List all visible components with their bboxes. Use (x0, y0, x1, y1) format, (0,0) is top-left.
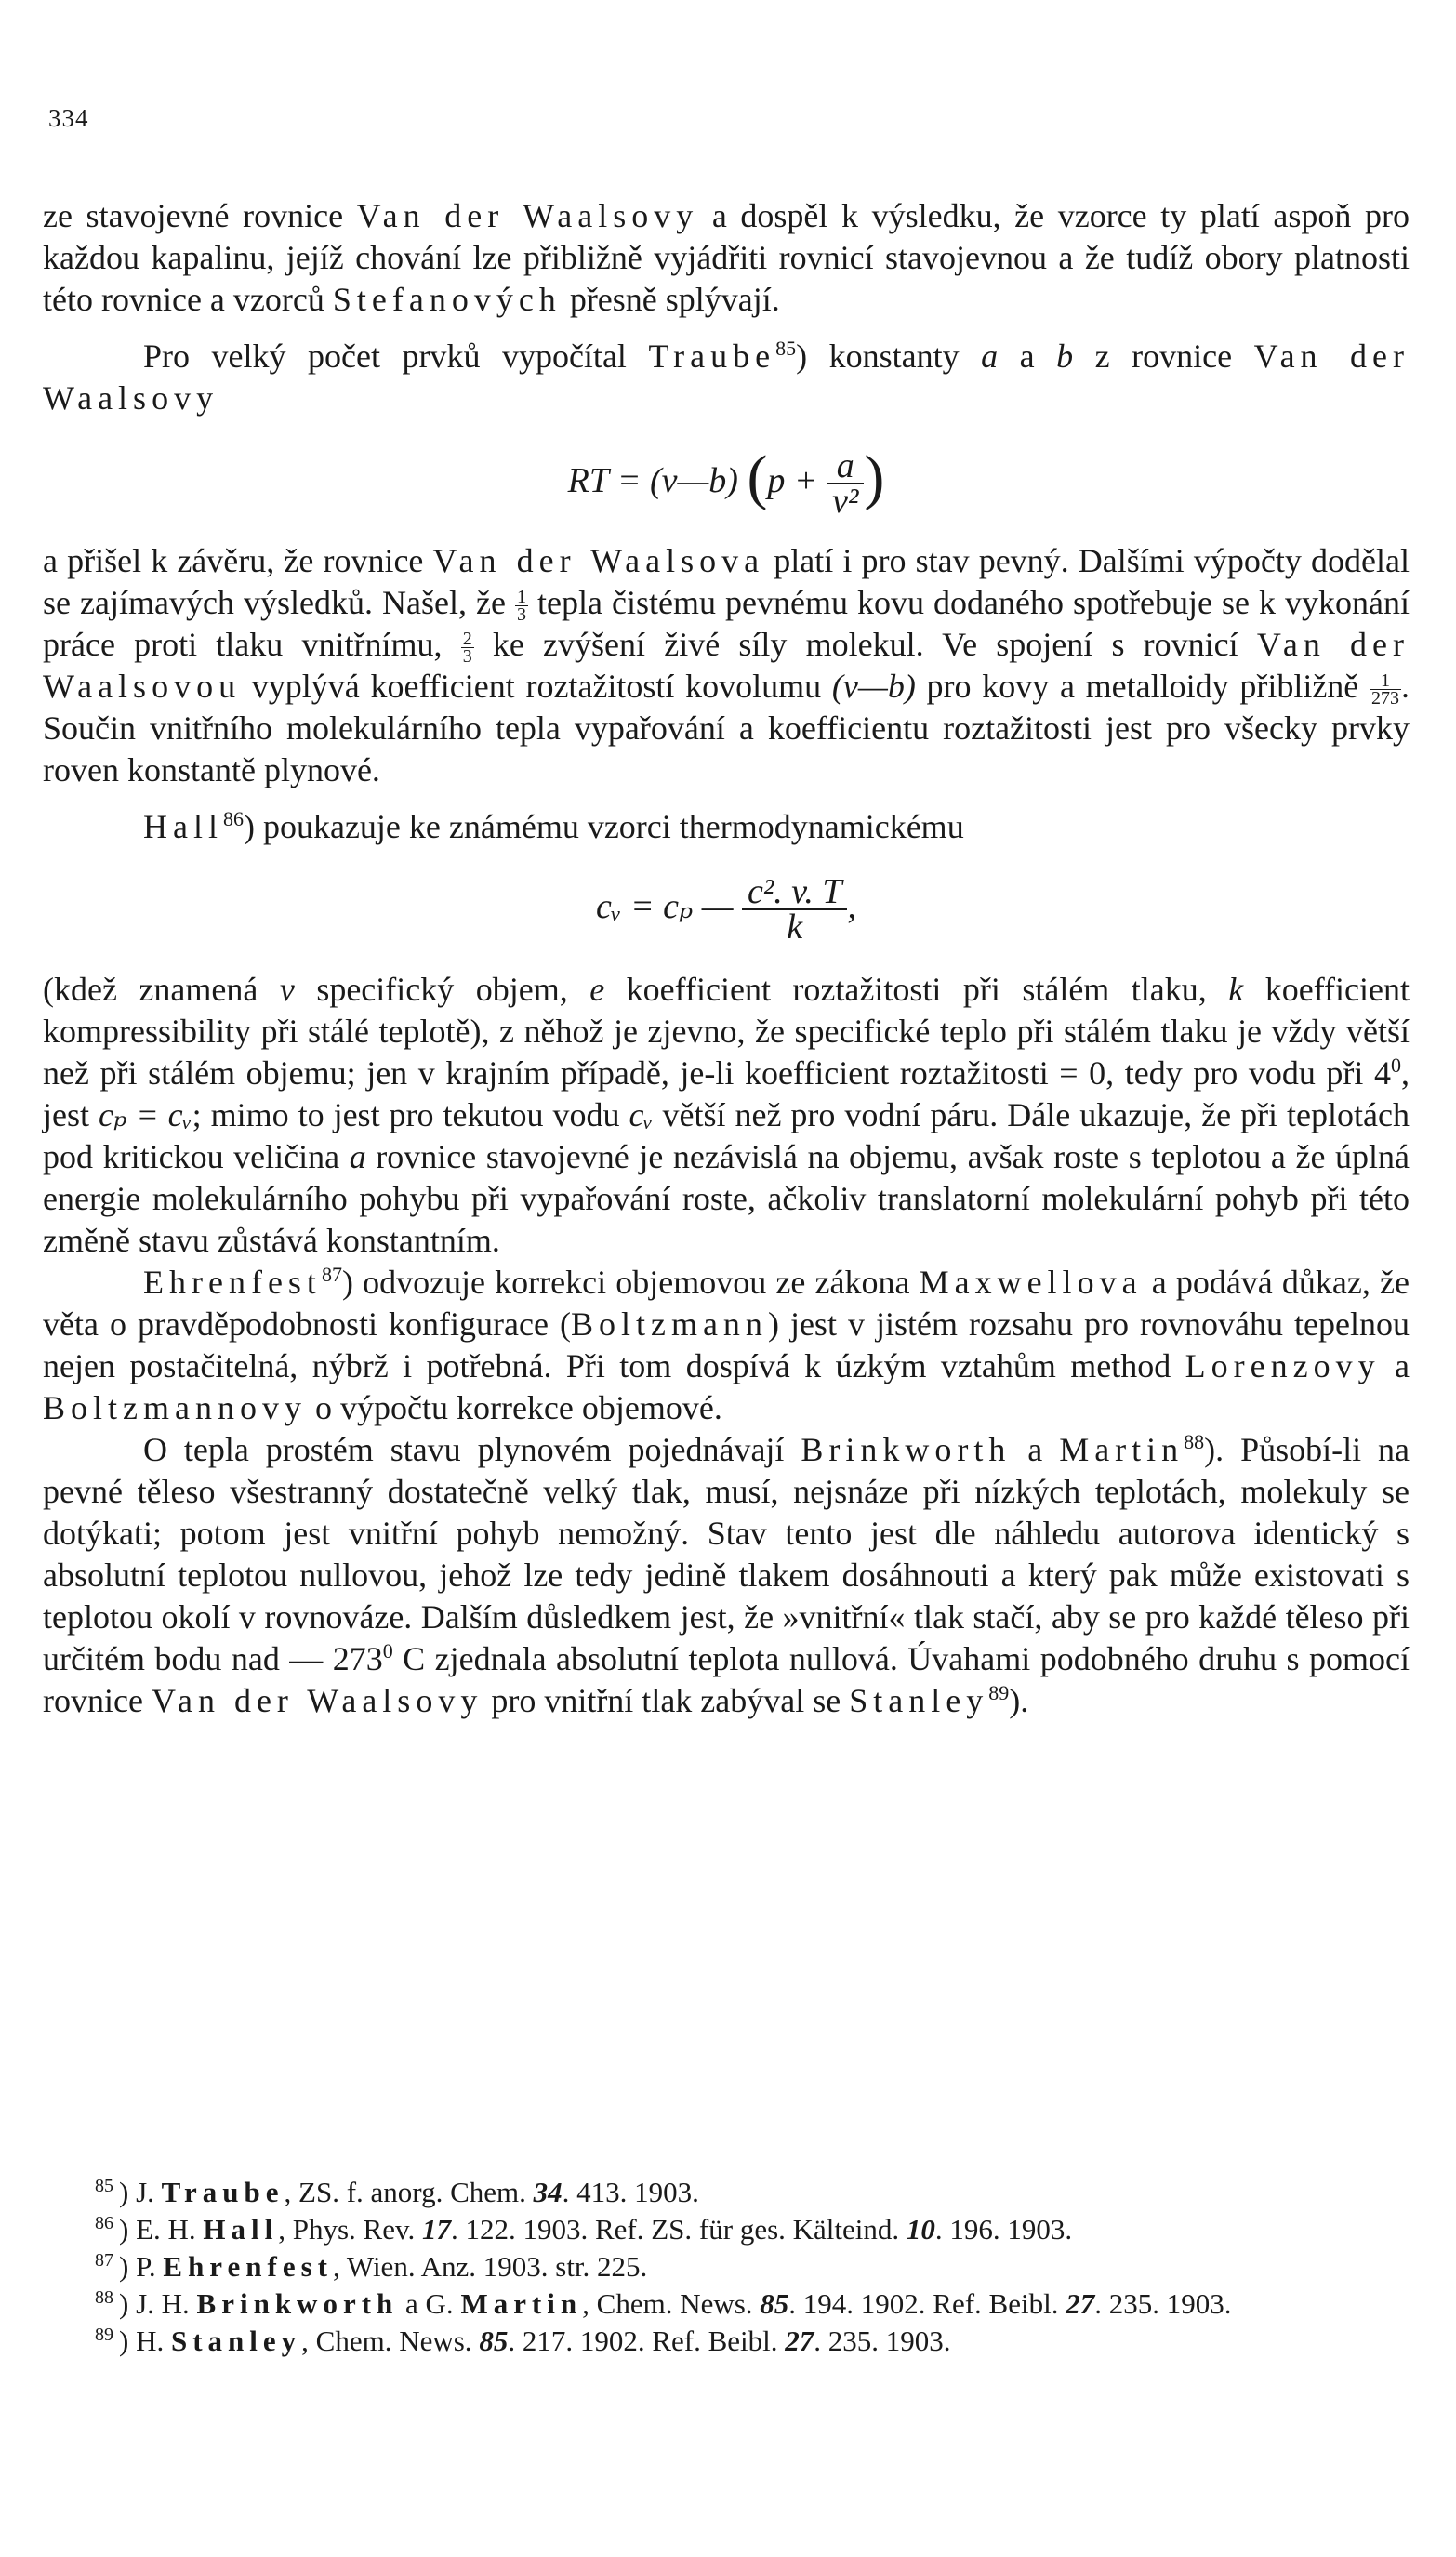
text: ) odvozuje korrekci objemovou ze zákona (341, 1264, 920, 1301)
footnote-ref: 85 (775, 337, 797, 360)
text: a dospěl k výsledku, že vzorce ty platí aspoň pro každou kapalinu, jejíž chování lze přibližně vyjádřiti rovnicí stavojevnou a že tudíž obory platnosti této rovnice a vzorců (43, 197, 1410, 318)
text: , Wien. Anz. 1903. str. 225. (332, 2250, 648, 2283)
footnote-88 (43, 2285, 1410, 2323)
denominator: 3 (516, 604, 526, 626)
footnote-87 (43, 2248, 1410, 2285)
volume: 85 (479, 2325, 509, 2357)
math-variable: b (1056, 338, 1074, 375)
math-variable: a (349, 1138, 366, 1175)
text: ke zvýšení živé síly molekul. Ve spojení s rovnicí (473, 626, 1257, 663)
text: ) konstanty (796, 338, 982, 375)
author-name: Stanley (849, 1682, 989, 1719)
author-name: Lorenzovy (1185, 1347, 1381, 1384)
author-name: Traube (161, 2176, 285, 2208)
text: ). (1009, 1682, 1029, 1719)
text: . 235. 1903. (814, 2325, 951, 2357)
volume: 27 (1066, 2287, 1095, 2320)
fraction-1-273 (1370, 672, 1401, 707)
text: a (1011, 1431, 1060, 1468)
footnote-ref: 89 (988, 1681, 1010, 1704)
text: ). Působí-li na pevné těleso všestranný dostatečně velký tlak, musí, nejsnáze při nízkých teplotách, molekuly se dotýkati; potom jest vnitřní pohyb nemožný. Stav tento jest dle náhledu autorova identický s absolutní teplotou nullovou, jehož lze tedy jedině tlakem dosáhnouti a který pak může existovati s teplotou okolí v rovnováze. Dalším důsledkem jest, že »vnitřní« tlak stačí, aby se pro každé těleso při určitém bodu nad — 273 (43, 1431, 1410, 1677)
footnote-ref: 87 (321, 1263, 342, 1286)
text: ) poukazuje ke známému vzorci thermodynamickému (243, 808, 964, 845)
footnote-marker: 88 (95, 2286, 113, 2308)
author-name: Boltzmann (570, 1305, 768, 1343)
text: a (1380, 1347, 1410, 1384)
footnote-85 (43, 2174, 1410, 2211)
denominator: 273 (1371, 688, 1399, 709)
math-variable: a (981, 338, 999, 375)
math-variable: k (1228, 971, 1244, 1008)
text: a G. (398, 2287, 461, 2320)
text: a přišel k závěru, že rovnice (43, 542, 433, 579)
text: . 122. 1903. Ref. ZS. für ges. Kälteind. (450, 2213, 907, 2246)
equation-van-der-waals (43, 436, 1410, 520)
author-name: Brinkworth (801, 1431, 1012, 1468)
text: koefficient kompressibility při stálé teplotě), z něhož je zjevno, že specifické teplo při stálém tlaku je vždy větší než při stálém objemu; jen v krajním případě, je-li koefficient roztažitosti = 0, tedy pro vodu při 4 (43, 971, 1410, 1092)
math-variable: e (589, 971, 605, 1008)
volume: 27 (785, 2325, 814, 2357)
text: vyplývá koefficient roztažitostí kovolumu (241, 668, 832, 705)
text: . 235. 1903. (1094, 2287, 1232, 2320)
text: a (998, 338, 1057, 375)
author-name: Martin (460, 2287, 583, 2320)
text: ; mimo to jest pro tekutou vodu (192, 1096, 629, 1133)
author-name: Van der Waalsovou (43, 626, 1410, 705)
denominator: 3 (462, 646, 472, 668)
text: O tepla prostém stavu plynovém pojednávají (143, 1431, 801, 1468)
math-variable: cᵥ (629, 1096, 654, 1133)
equation-tail: , (847, 887, 856, 926)
volume: 85 (760, 2287, 789, 2320)
text: P. (136, 2250, 164, 2283)
author-name: Van der Waalsovy (356, 197, 699, 234)
footnote-marker: 87 (95, 2249, 113, 2271)
author-name: Van der Waalsova (432, 542, 765, 579)
footnote-paren: ) (119, 2287, 137, 2320)
text: . Součin vnitřního molekulárního tepla vypařování a koefficientu roztažitosti jest pro všecky prvky roven konstantě plynové. (43, 668, 1410, 788)
footnote-paren: ) (119, 2213, 137, 2246)
footnote-89 (43, 2323, 1410, 2360)
numerator: c². v. T (742, 875, 847, 910)
left-paren: ( (747, 444, 768, 511)
author-name: Martin (1059, 1431, 1185, 1468)
text: H. (136, 2325, 171, 2357)
text: . 196. 1903. (934, 2213, 1073, 2246)
author-name: Ehrenfest (163, 2250, 333, 2283)
footnote-marker: 86 (95, 2212, 113, 2233)
paragraph-1 (43, 195, 1410, 321)
footnote-marker: 85 (95, 2175, 113, 2196)
author-name: Van der Waalsovy (151, 1682, 483, 1719)
numerator: 1 (516, 587, 526, 608)
text: , Phys. Rev. (278, 2213, 422, 2246)
degree-superscript: 0 (382, 1639, 393, 1663)
text: C zjednala absolutní teplota nullová. Úvahami podobného druhu s pomocí rovnice (43, 1640, 1410, 1719)
equation-thermodynamic (43, 865, 1410, 948)
numerator: 2 (462, 629, 472, 650)
paragraph-2 (43, 336, 1410, 419)
text: . 194. 1902. Ref. Beibl. (788, 2287, 1066, 2320)
right-paren: ) (864, 444, 885, 511)
paragraph-7 (43, 1429, 1410, 1722)
footnote-86 (43, 2211, 1410, 2248)
text: J. H. (136, 2287, 197, 2320)
text: větší než pro vodní páru. Dále ukazuje, že při teplotách pod kritickou veličina (43, 1096, 1410, 1175)
text: koefficient roztažitosti při stálém tlaku, (604, 971, 1229, 1008)
text: , Chem. News. (301, 2325, 480, 2357)
author-name: Boltzmannovy (43, 1389, 307, 1426)
text: platí i pro stav pevný. Dalšími výpočty dodělal se zajímavých výsledků. Našel, že (43, 542, 1410, 621)
numerator: 1 (1370, 672, 1401, 690)
math-variable: v (279, 971, 295, 1008)
text: Pro velký počet prvků vypočítal (143, 338, 649, 375)
paragraph-6 (43, 1262, 1410, 1429)
text: pro vnitřní tlak zabýval se (483, 1682, 850, 1719)
text: o výpočtu korrekce objemové. (306, 1389, 722, 1426)
text: tepla čistému pevnému kovu dodaného spotřebuje se k vykonání práce proti tlaku vnitřnímu, (43, 584, 1410, 663)
author-name: Hall (203, 2213, 279, 2246)
text: E. H. (136, 2213, 204, 2246)
footnote-paren: ) (119, 2250, 137, 2283)
text: . 413. 1903. (562, 2176, 699, 2208)
footnote-ref: 86 (222, 807, 244, 830)
text: ) jest v jistém rozsahu pro rovnováhu tepelnou nejen postačitelná, nýbrž i potřebná. Při tom dospívá k úzkým vztahům method (43, 1305, 1410, 1384)
equation-term: p + (767, 461, 827, 500)
fraction-one-third (515, 587, 528, 626)
paragraph-3 (43, 540, 1410, 791)
volume: 34 (533, 2176, 563, 2208)
footnotes (43, 2174, 1410, 2360)
math-expression: cₚ = cᵥ (98, 1096, 192, 1133)
text: ze stavojevné rovnice (43, 197, 357, 234)
text: přesně splývají. (561, 281, 780, 318)
text: pro kovy a metalloidy přibližně (915, 668, 1370, 705)
fraction (827, 446, 864, 522)
footnote-paren: ) (119, 2176, 137, 2208)
text: a podává důkaz, že věta o pravděpodobnosti konfigurace ( (43, 1264, 1410, 1343)
paragraph-5 (43, 969, 1410, 1262)
text: z rovnice (1073, 338, 1254, 375)
degree-superscript: 0 (1391, 1053, 1401, 1077)
text: , ZS. f. anorg. Chem. (284, 2176, 534, 2208)
math-expression: (v—b) (831, 668, 916, 705)
paragraph-4 (43, 806, 1410, 848)
text: , Chem. News. (582, 2287, 761, 2320)
text: J. (136, 2176, 162, 2208)
author-name: Brinkworth (196, 2287, 399, 2320)
author-name: Ehrenfest (143, 1264, 322, 1301)
author-name: Stanley (170, 2325, 302, 2357)
author-name: Van der Waalsovy (43, 338, 1410, 417)
author-name: Stefanových (332, 281, 562, 318)
text: specifický objem, (294, 971, 590, 1008)
footnote-ref: 88 (1184, 1430, 1205, 1453)
footnote-paren: ) (119, 2325, 137, 2357)
article-body (43, 195, 1410, 1722)
volume: 17 (421, 2213, 451, 2246)
volume: 10 (906, 2213, 935, 2246)
author-name: Traube (648, 338, 776, 375)
page-number: 334 (48, 104, 89, 132)
text: (kdež znamená (43, 971, 280, 1008)
author-name: Hall (143, 808, 223, 845)
fraction (742, 872, 847, 947)
author-name: Maxwellova (919, 1264, 1143, 1301)
equation-lhs: cᵥ = cₚ — (596, 887, 743, 926)
numerator: a (827, 449, 864, 484)
fraction-two-thirds (461, 629, 474, 668)
text: , jest (43, 1054, 1410, 1133)
footnote-marker: 89 (95, 2324, 113, 2345)
equation-lhs: RT = (v—b) (567, 461, 738, 500)
denominator: v² (832, 482, 859, 522)
text: rovnice stavojevné je nezávislá na objemu, avšak roste s teplotou a že úplná energie molekulárního pohybu při vypařování roste, ačkoliv translatorní molekulární pohyb při této změně stavu zůstává konstantním. (43, 1138, 1410, 1259)
denominator: k (787, 908, 803, 947)
text: . 217. 1902. Ref. Beibl. (508, 2325, 786, 2357)
